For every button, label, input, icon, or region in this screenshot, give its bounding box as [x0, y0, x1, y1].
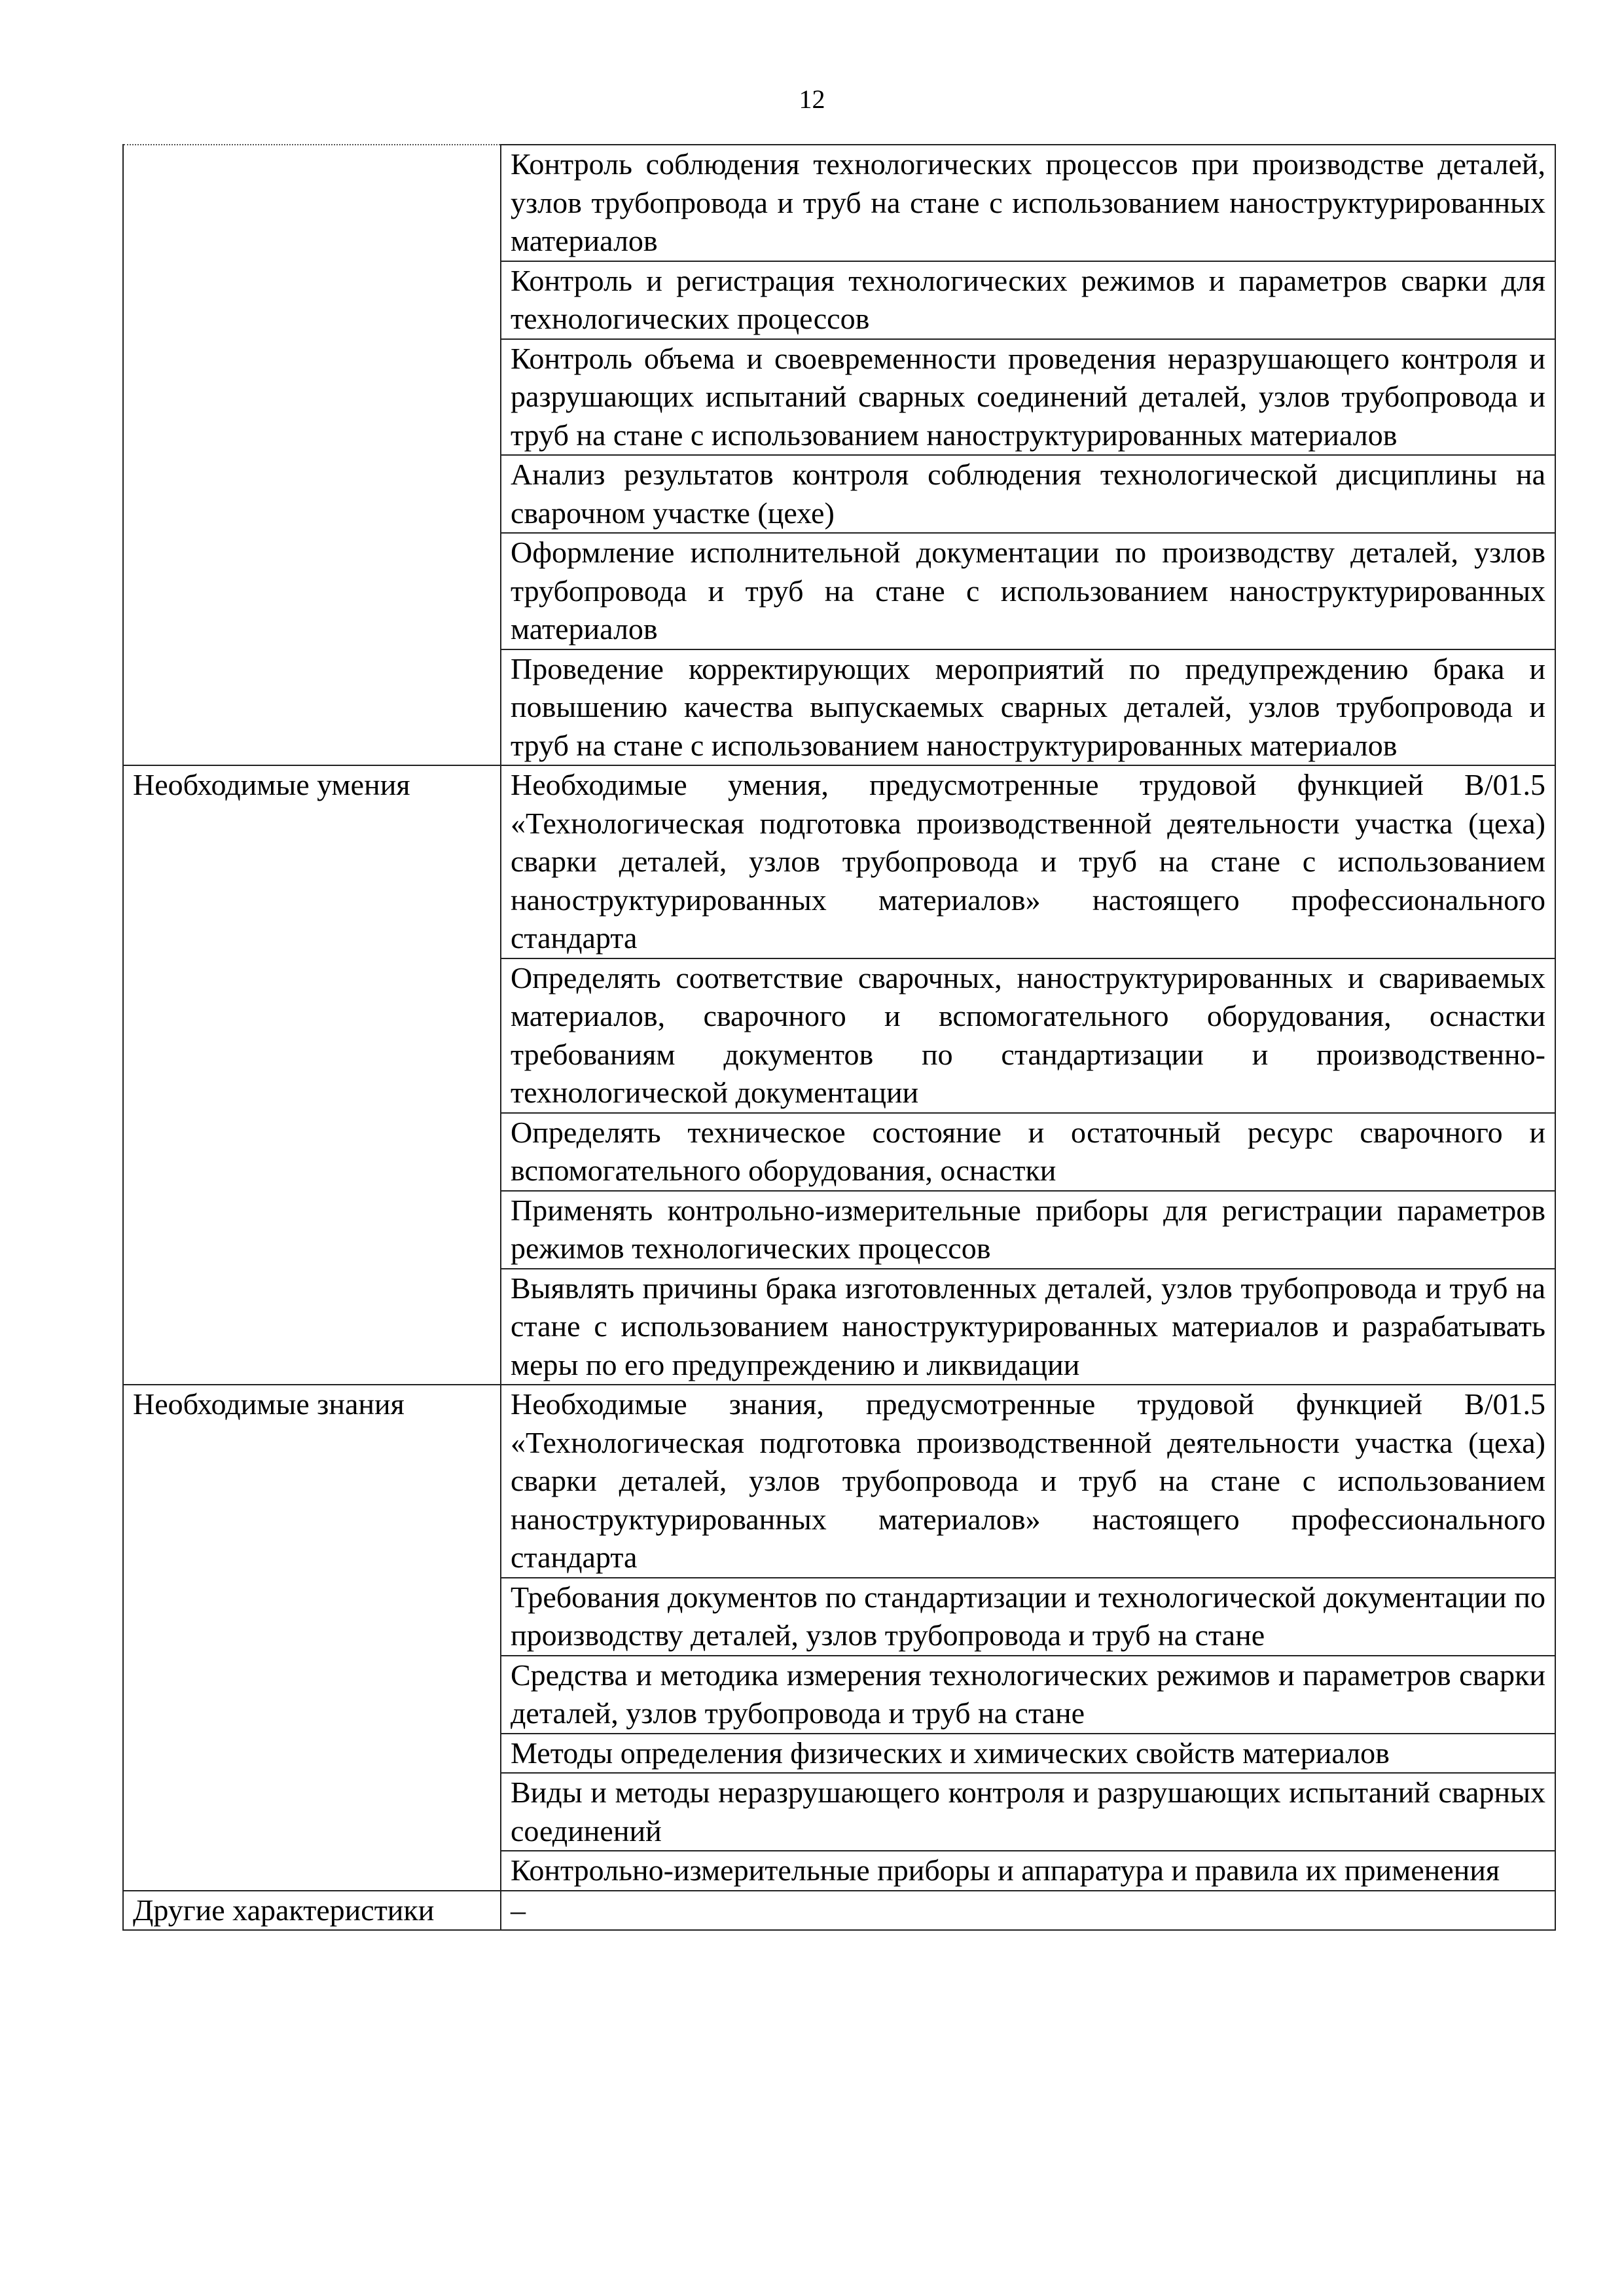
page-number: 12: [799, 84, 825, 114]
labor-function-table: [122, 144, 1556, 1931]
skill-item: Определять техническое состояние и остаточный ресурс сварочного и вспомогательного оборудования, оснастки: [501, 1113, 1555, 1191]
other-characteristics-label: Другие характеристики: [123, 1891, 501, 1931]
table-row: [123, 1385, 1555, 1578]
labor-actions-label-cell: [123, 145, 501, 765]
labor-action-item: Контроль объема и своевременности проведения неразрушающего контроля и разрушающих испытаний сварных соединений деталей, узлов трубопровода и труб на стане с использованием наноструктурированных материалов: [501, 339, 1555, 456]
other-characteristics-value: –: [501, 1891, 1555, 1931]
labor-action-item: Оформление исполнительной документации по производству деталей, узлов трубопровода и труб на стане с использованием наноструктурированных материалов: [501, 533, 1555, 649]
skill-item: Выявлять причины брака изготовленных деталей, узлов трубопровода и труб на стане с использованием наноструктурированных материалов и разрабатывать меры по его предупреждению и ликвидации: [501, 1269, 1555, 1385]
skill-item: Применять контрольно-измерительные приборы для регистрации параметров режимов технологических процессов: [501, 1191, 1555, 1269]
skills-label: Необходимые умения: [123, 765, 501, 1385]
knowledge-label: Необходимые знания: [123, 1385, 501, 1891]
knowledge-item: Средства и методика измерения технологических режимов и параметров сварки деталей, узлов трубопровода и труб на стане: [501, 1656, 1555, 1734]
knowledge-item: Контрольно-измерительные приборы и аппаратура и правила их применения: [501, 1851, 1555, 1891]
knowledge-item: Методы определения физических и химических свойств материалов: [501, 1734, 1555, 1774]
knowledge-item: Необходимые знания, предусмотренные трудовой функцией B/01.5 «Технологическая подготовка производственной деятельности участка (цеха) сварки деталей, узлов трубопровода и труб на стане с использованием наноструктурированных материалов» настоящего профессионального стандарта: [501, 1385, 1555, 1578]
labor-action-item: Контроль и регистрация технологических режимов и параметров сварки для технологических процессов: [501, 261, 1555, 339]
knowledge-item: Виды и методы неразрушающего контроля и разрушающих испытаний сварных соединений: [501, 1773, 1555, 1851]
skill-item: Определять соответствие сварочных, наноструктурированных и свариваемых материалов, сварочного и вспомогательного оборудования, оснастки требованиям документов по стандартизации и производственно-технологической документации: [501, 958, 1555, 1113]
table-row: [123, 765, 1555, 958]
knowledge-item: Требования документов по стандартизации и технологической документации по производству деталей, узлов трубопровода и труб на стане: [501, 1578, 1555, 1656]
table-row: [123, 1891, 1555, 1931]
labor-action-item: Проведение корректирующих мероприятий по предупреждению брака и повышению качества выпускаемых сварных деталей, узлов трубопровода и труб на стане с использованием наноструктурированных материалов: [501, 649, 1555, 766]
labor-action-item: Анализ результатов контроля соблюдения технологической дисциплины на сварочном участке (цехе): [501, 455, 1555, 533]
skill-item: Необходимые умения, предусмотренные трудовой функцией B/01.5 «Технологическая подготовка производственной деятельности участка (цеха) сварки деталей, узлов трубопровода и труб на стане с использованием наноструктурированных материалов» настоящего профессионального стандарта: [501, 765, 1555, 958]
labor-action-item: Контроль соблюдения технологических процессов при производстве деталей, узлов трубопровода и труб на стане с использованием наноструктурированных материалов: [501, 145, 1555, 261]
table-row: [123, 145, 1555, 261]
